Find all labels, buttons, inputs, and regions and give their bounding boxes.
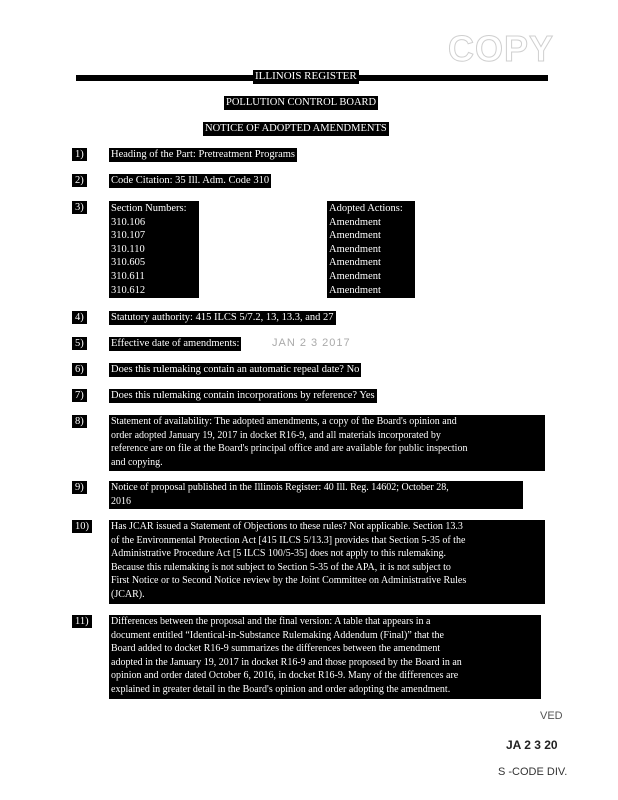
text-line: First Notice or to Second Notice review by the Joint Committee on Administrative Rules <box>111 575 467 587</box>
adopted-actions-header: Adopted Actions: <box>329 203 403 214</box>
text-line: Because this rulemaking is not subject to Section 5-35 of the APA, it is not subject to <box>111 561 451 573</box>
incorporations-by-reference: Does this rulemaking contain incorporations by reference? Yes <box>111 390 375 401</box>
jcar-objections <box>109 520 545 604</box>
text-line: Administrative Procedure Act [5 ILCS 100/5-35] does not apply to this rulemaking. <box>111 548 446 560</box>
text-line: and copying. <box>111 456 163 468</box>
text-line: (JCAR). <box>111 588 145 600</box>
effective-date-stamp: JAN 2 3 2017 <box>272 337 351 349</box>
adopted-action: Amendment <box>329 216 381 228</box>
effective-date-label: Effective date of amendments: <box>111 338 240 349</box>
text-line: Notice of proposal published in the Illinois Register: 40 Ill. Reg. 14602; October 28, <box>111 482 449 493</box>
text-line: Statement of availability: The adopted amendments, a copy of the Board's opinion and <box>111 416 457 427</box>
adopted-action: Amendment <box>329 284 381 296</box>
section-number: 310.611 <box>111 270 145 282</box>
text-line: Differences between the proposal and the final version: A table that appears in a <box>111 616 431 627</box>
adopted-action: Amendment <box>329 243 381 255</box>
item-number: 5) <box>72 337 87 350</box>
received-date-stamp: JA 2 3 20 <box>506 738 558 752</box>
text-line: 2016 <box>111 495 131 507</box>
heading-of-part: Heading of the Part: Pretreatment Programs <box>111 149 295 160</box>
item-number: 1) <box>72 148 87 161</box>
adopted-action: Amendment <box>329 230 381 242</box>
text-line: Board added to docket R16-9 summarizes the differences between the amendment <box>111 643 441 655</box>
notice-of-proposal <box>109 481 523 509</box>
received-stamp: VED <box>540 710 563 722</box>
item-number: 7) <box>72 389 87 402</box>
statement-of-availability <box>109 415 545 471</box>
adopted-action: Amendment <box>329 270 381 282</box>
item-number: 9) <box>72 481 87 494</box>
section-number: 310.612 <box>111 284 146 296</box>
section-number: 310.110 <box>111 243 145 255</box>
item-number: 2) <box>72 174 87 187</box>
text-line: explained in greater detail in the Board's opinion and order adopting the amendment. <box>111 683 451 695</box>
text-line: of the Environmental Protection Act [415 ILCS 5/13.3] provides that Section 5-35 of the <box>111 534 466 546</box>
code-citation: Code Citation: 35 Ill. Adm. Code 310 <box>111 175 270 186</box>
section-numbers-header: Section Numbers: <box>111 203 187 214</box>
code-division-stamp: S -CODE DIV. <box>498 766 568 778</box>
proposal-final-differences <box>109 615 541 699</box>
section-number: 310.106 <box>111 216 146 228</box>
notice-title: NOTICE OF ADOPTED AMENDMENTS <box>205 123 387 134</box>
text-line: order adopted January 19, 2017 in docket R16-9, and all materials incorporated by <box>111 429 441 441</box>
section-number: 310.605 <box>111 257 146 269</box>
item-number: 8) <box>72 415 87 428</box>
item-number: 4) <box>72 311 87 324</box>
statutory-authority: Statutory authority: 415 ILCS 5/7.2, 13, 13.3, and 27 <box>111 312 334 323</box>
item-number: 11) <box>72 615 92 628</box>
copy-watermark: COPY <box>448 28 555 69</box>
item-number: 10) <box>72 520 92 533</box>
section-number: 310.107 <box>111 230 146 242</box>
register-title: ILLINOIS REGISTER <box>255 70 357 82</box>
text-line: adopted in the January 19, 2017 in docket R16-9 and those proposed by the Board in an <box>111 656 462 668</box>
item-number: 3) <box>72 201 87 214</box>
board-title: POLLUTION CONTROL BOARD <box>226 97 377 108</box>
item-number: 6) <box>72 363 87 376</box>
text-line: reference are on file at the Board's principal office and are available for public inspection <box>111 443 468 455</box>
text-line: opinion and order dated October 6, 2016, in docket R16-9. Many of the differences are <box>111 670 459 682</box>
text-line: document entitled “Identical-in-Substance Rulemaking Addendum (Final)” that the <box>111 629 444 641</box>
section-numbers-list <box>109 201 199 298</box>
text-line: Has JCAR issued a Statement of Objections to these rules? Not applicable. Section 13.3 <box>111 521 463 532</box>
automatic-repeal: Does this rulemaking contain an automatic repeal date? No <box>111 364 360 375</box>
adopted-action: Amendment <box>329 257 381 269</box>
adopted-actions-list <box>327 201 415 298</box>
